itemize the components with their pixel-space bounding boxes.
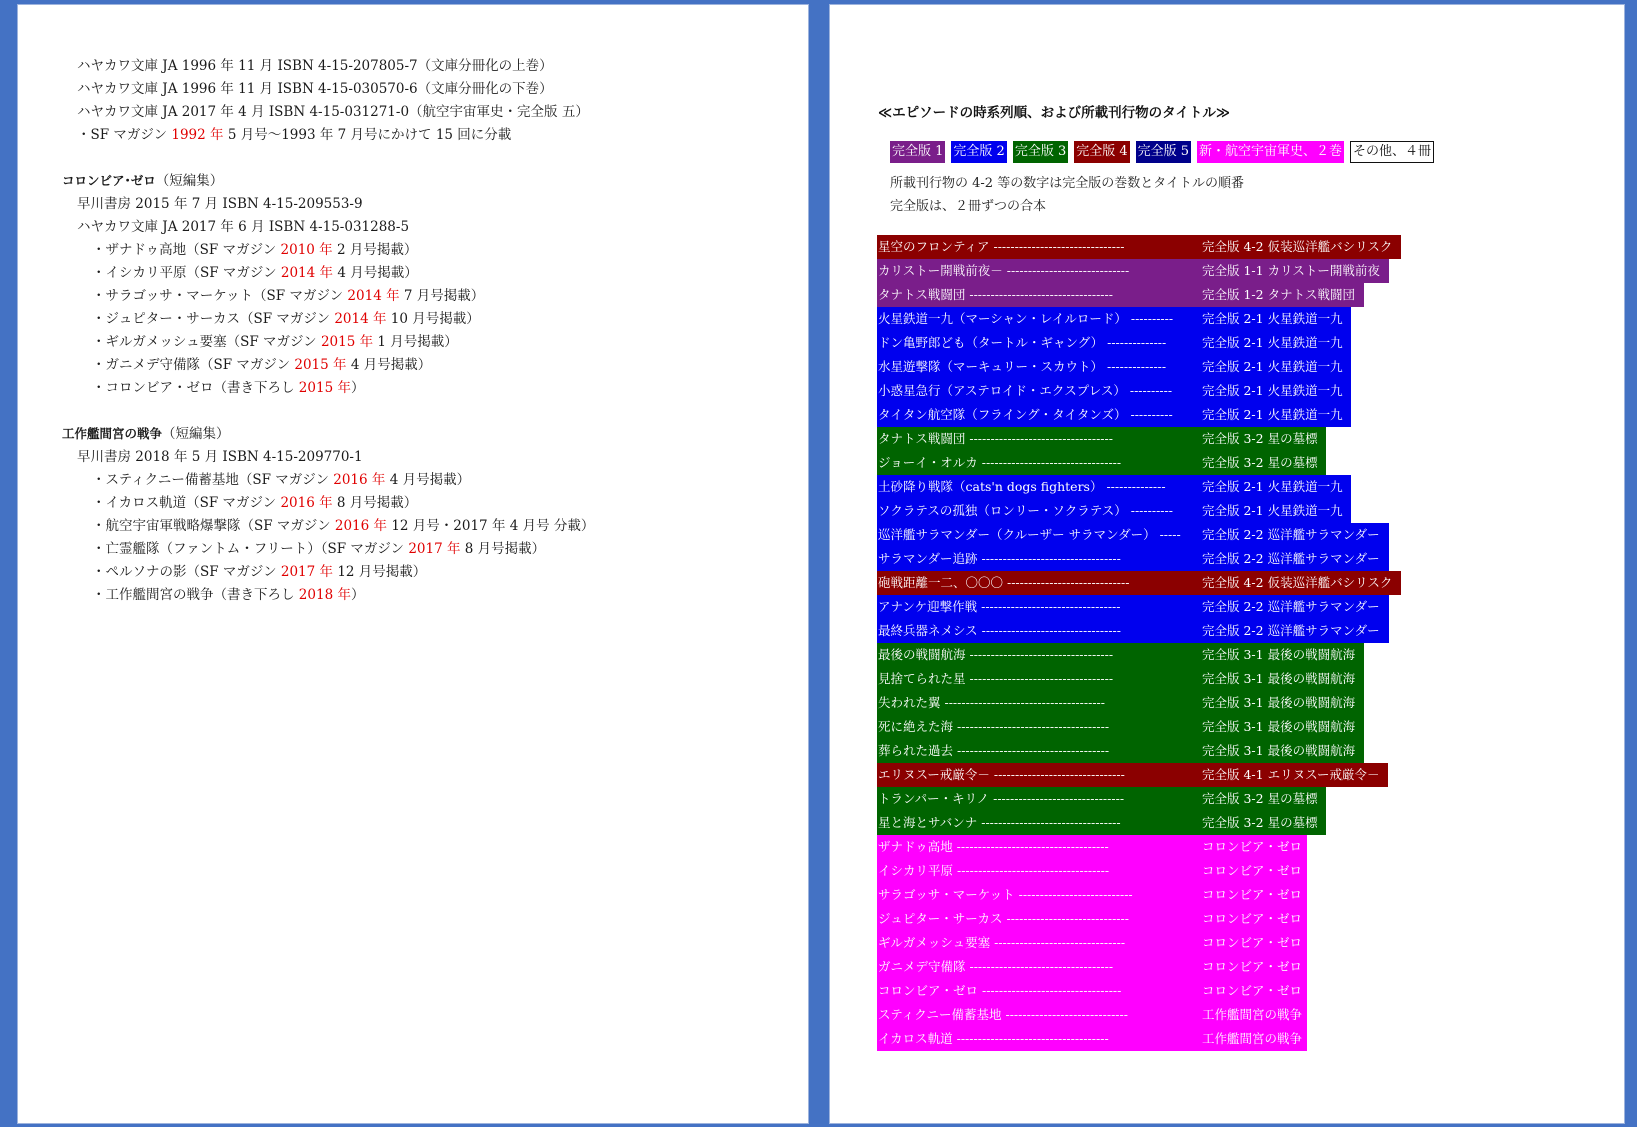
line-text: ・イシカリ平原（SF マガジン [92,265,281,281]
line-text: 12 月号掲載） [333,564,427,580]
bibliography-line [92,586,364,604]
line-text: （短編集） [155,173,224,189]
bibliography-line [77,80,553,98]
dash-leader: ----------------------------- [1002,263,1130,278]
line-text: ・サラゴッサ・マーケット（SF マガジン [92,288,348,304]
line-text: （短編集） [162,426,230,442]
episode-source: 完全版 3-1 最後の戦闘航海 [1202,671,1356,686]
line-text: 早川書房 2018 年 5 月 ISBN 4-15-209770-1 [77,449,363,465]
episode-row [877,403,1351,427]
line-text: ） [350,380,365,396]
dash-leader: ------------------------------------ [953,863,1110,878]
legend-chip: 完全版 3 [1013,141,1068,163]
line-text: 7 月号掲載） [399,288,485,304]
episode-source: 完全版 2-2 巡洋艦サラマンダー [1202,551,1380,566]
episode-title: サラゴッサ・マーケット --------------------------- [878,887,1133,902]
year-highlight: 2017 年 [280,564,334,580]
episode-row [877,547,1389,571]
episode-title: アナンケ迎撃作戦 --------------------------------- [878,599,1121,614]
episode-row [877,715,1364,739]
episode-row [877,955,1307,979]
episode-source: 完全版 1-2 タナトス戦闘団 [1202,287,1355,302]
episode-row [877,1003,1307,1027]
bibliography-line [77,218,409,236]
bibliography-line [77,195,363,213]
episode-source: コロンビア・ゼロ [1202,887,1303,902]
year-highlight: 2014 年 [347,288,400,304]
episode-title: ジュピター・サーカス ----------------------------- [878,911,1129,926]
line-text: 10 月号掲載） [386,311,480,327]
year-highlight: 1992 年 [171,127,224,143]
bibliography-line [92,356,431,374]
episode-row [877,787,1326,811]
episode-source: コロンビア・ゼロ [1202,863,1303,878]
legend-chip: その他、４冊 [1350,141,1434,163]
bibliography-line [77,57,553,75]
episode-source: 工作艦間宮の戦争 [1202,1031,1303,1046]
legend-chip: 完全版 1 [890,141,945,163]
book-title: 工作艦間宮の戦争 [62,426,163,441]
book-title-line [62,425,230,443]
episode-source: 完全版 2-1 火星鉄道一九 [1202,335,1343,350]
document-page-left [17,4,809,1124]
line-text: 早川書房 2015 年 7 月 ISBN 4-15-209553-9 [77,196,363,212]
episode-title: 最終兵器ネメシス --------------------------------- [878,623,1121,638]
episode-source: 完全版 2-2 巡洋艦サラマンダー [1202,527,1380,542]
episode-title: タナトス戦闘団 ---------------------------------- [878,431,1113,446]
dash-leader: --------------------------------- [977,815,1121,830]
dash-leader: --------------------------------- [977,455,1122,470]
dash-leader: ------------------------------- [990,935,1126,950]
line-text: ・ジュピター・サーカス（SF マガジン [92,311,335,327]
episode-row [877,499,1351,523]
episode-source: 完全版 2-1 火星鉄道一九 [1202,383,1343,398]
book-title-line [62,172,223,190]
episode-source: 完全版 4-2 仮装巡洋艦バシリスク [1202,239,1393,254]
year-highlight: 2010 年 [280,242,333,258]
dash-leader: ---------------------------------- [965,431,1113,446]
bibliography-line [92,310,480,328]
episode-row [877,907,1307,931]
episode-title: タナトス戦闘団 ---------------------------------- [878,287,1113,302]
episode-row [877,331,1351,355]
episode-title: 土砂降り戦隊（cats'n dogs fighters） -------------- [878,479,1166,494]
dash-leader: ------------------------------------ [952,1031,1109,1046]
line-text: 4 月号掲載） [346,357,432,373]
dash-leader: ---------- [1126,503,1173,518]
line-text: ・亡霊艦隊（ファントム・フリート）（SF マガジン [92,541,409,557]
episode-title: ギルガメッシュ要塞 ------------------------------- [878,935,1126,950]
episode-title: サラマンダー追跡 --------------------------------- [878,551,1121,566]
line-text: ハヤカワ文庫 JA 2017 年 6 月 ISBN 4-15-031288-5 [77,219,410,235]
episode-source: 完全版 3-1 最後の戦闘航海 [1202,695,1356,710]
dash-leader: ---------------------------------- [965,959,1114,974]
bibliography-line [92,540,545,558]
line-text: 8 月号掲載） [332,495,418,511]
book-title: コロンビア･ゼロ [62,173,156,188]
episode-source: コロンビア・ゼロ [1202,839,1303,854]
episode-row [877,931,1307,955]
dash-leader: --------------------------------- [978,983,1122,998]
dash-leader: --------------------------------- [977,551,1121,566]
episode-title: エリヌスー戒厳令－ ------------------------------- [878,767,1125,782]
bibliography-line [92,563,426,581]
dash-leader: ----------------------------- [1003,575,1130,590]
episode-title: イカロス軌道 ------------------------------------ [878,1031,1109,1046]
line-text: ハヤカワ文庫 JA 1996 年 11 月 ISBN 4-15-030570-6（文庫分冊化の下巻） [77,81,553,97]
episode-title: ザナドゥ高地 ------------------------------------ [878,839,1109,854]
line-text: ） [350,587,365,603]
episode-title: 小惑星急行（アステロイド・エクスプレス） ---------- [878,383,1173,398]
episode-title: 水星遊撃隊（マーキュリー・スカウト） -------------- [878,359,1167,374]
episode-title: 星空のフロンティア ------------------------------- [878,239,1125,254]
episode-row [877,739,1364,763]
episode-source: 完全版 4-2 仮装巡洋艦バシリスク [1202,575,1393,590]
bibliography-line [77,103,589,121]
episode-title: ソクラテスの孤独（ロンリー・ソクラテス） ---------- [878,503,1173,518]
bibliography-line [92,379,364,397]
episode-row [877,979,1307,1003]
episode-title: ガニメデ守備隊 ---------------------------------- [878,959,1114,974]
episode-row [877,1027,1307,1051]
dash-leader: ---------- [1126,407,1173,422]
dash-leader: ------------------------------- [989,767,1125,782]
dash-leader: ------------------------------------ [953,743,1110,758]
line-text: ハヤカワ文庫 JA 1996 年 11 月 ISBN 4-15-207805-7（文庫分冊化の上巻） [77,58,553,74]
dash-leader: ----------------------------- [1001,1007,1128,1022]
episode-source: 完全版 4-1 エリヌスー戒厳令－ [1202,767,1380,782]
bibliography-line [92,471,470,489]
dash-leader: --------------------------------- [977,623,1121,638]
episode-title: スティクニー備蓄基地 ----------------------------- [878,1007,1128,1022]
episode-source: 完全版 2-1 火星鉄道一九 [1202,311,1343,326]
line-text: 5 月号〜1993 年 7 月号にかけて 15 回に分載 [223,127,512,143]
episode-source: 完全版 3-1 最後の戦闘航海 [1202,719,1356,734]
dash-leader: ---------------------------------- [965,671,1114,686]
year-highlight: 2017 年 [408,541,461,557]
episode-row [877,283,1364,307]
bibliography-line [92,333,458,351]
episode-row [877,643,1364,667]
episode-source: コロンビア・ゼロ [1202,959,1303,974]
episode-source: 完全版 2-1 火星鉄道一九 [1202,503,1343,518]
episode-row [877,835,1307,859]
episode-row [877,235,1401,259]
year-highlight: 2015 年 [320,334,374,350]
line-text: ・航空宇宙軍戦略爆撃隊（SF マガジン [92,518,335,534]
episode-source: 完全版 2-2 巡洋艦サラマンダー [1202,623,1380,638]
dash-leader: ----------------------------- [1002,911,1129,926]
episode-title: ジョーイ・オルカ --------------------------------- [878,455,1122,470]
line-text: ・ギルガメッシュ要塞（SF マガジン [92,334,321,350]
dash-leader: -------------------------------------- [940,695,1105,710]
episode-title: 死に絶えた海 ------------------------------------ [878,719,1110,734]
episode-row [877,259,1389,283]
line-text: ・イカロス軌道（SF マガジン [92,495,281,511]
episode-title: トランパー・キリノ ------------------------------- [878,791,1125,806]
episode-row [877,427,1326,451]
year-highlight: 2014 年 [334,311,387,327]
line-text: ・コロンビア・ゼロ（書き下ろし [92,380,299,396]
year-highlight: 2014 年 [280,265,334,281]
episode-title: コロンビア・ゼロ --------------------------------- [878,983,1122,998]
episode-row [877,859,1307,883]
line-text: 4 月号掲載） [385,472,471,488]
dash-leader: -------------- [1103,335,1167,350]
line-text: 12 月号・2017 年 4 月号 分載） [387,518,595,534]
line-text: ・ザナドゥ高地（SF マガジン [92,242,281,258]
line-text: ・ガニメデ守備隊（SF マガジン [92,357,295,373]
legend-note-combined: 完全版は、２冊ずつの合本 [890,199,1047,214]
year-highlight: 2016 年 [333,472,386,488]
line-text: 4 月号掲載） [333,265,418,281]
episode-row [877,619,1389,643]
legend-chip: 新・航空宇宙軍史、２巻 [1197,141,1344,163]
episode-title: 火星鉄道一九（マーシャン・レイルロード） ---------- [878,311,1174,326]
episode-title: ドン亀野郎ども（タートル・ギャング） -------------- [878,335,1167,350]
episode-source: 完全版 3-2 星の墓標 [1202,815,1318,830]
episode-source: コロンビア・ゼロ [1202,935,1303,950]
episode-row [877,571,1401,595]
episode-row [877,691,1364,715]
episode-row [877,307,1351,331]
episode-row [877,763,1388,787]
episode-row [877,475,1351,499]
chronology-heading: ≪エピソードの時系列順、および所載刊行物のタイトル≫ [878,105,1230,121]
episode-title: カリストー開戦前夜－ ----------------------------- [878,263,1130,278]
dash-leader: --------------------------- [1014,887,1133,902]
line-text: ・SF マガジン [77,127,172,143]
line-text: ハヤカワ文庫 JA 2017 年 4 月 ISBN 4-15-031271-0（航空宇宙軍史・完全版 五） [77,104,589,120]
year-highlight: 2018 年 [298,587,351,603]
episode-source: 完全版 2-1 火星鉄道一九 [1202,479,1343,494]
dash-leader: ---------- [1126,311,1174,326]
episode-source: 完全版 3-2 星の墓標 [1202,455,1318,470]
episode-source: コロンビア・ゼロ [1202,983,1303,998]
episode-row [877,523,1389,547]
dash-leader: ------------------------------- [989,791,1125,806]
bibliography-line [92,494,417,512]
episode-row [877,667,1364,691]
episode-title: 葬られた過去 ------------------------------------ [878,743,1110,758]
episode-source: 完全版 3-2 星の墓標 [1202,791,1318,806]
line-text: ・ペルソナの影（SF マガジン [92,564,281,580]
episode-row [877,883,1307,907]
legend-chip: 完全版 5 [1136,141,1191,163]
bibliography-line [92,287,484,305]
legend-chip: 完全版 4 [1074,141,1129,163]
dash-leader: ---------------------------------- [965,287,1113,302]
episode-title: 巡洋艦サラマンダー（クルーザー サラマンダー） ----- [878,527,1181,542]
dash-leader: ------------------------------- [989,239,1125,254]
dash-leader: ------------------------------------ [952,839,1109,854]
year-highlight: 2015 年 [294,357,347,373]
dash-leader: ---------------------------------- [965,647,1114,662]
dash-leader: ----- [1155,527,1181,542]
episode-title: 見捨てられた星 ---------------------------------- [878,671,1114,686]
episode-title: 最後の戦闘航海 ---------------------------------- [878,647,1114,662]
line-text: ・工作艦間宮の戦争（書き下ろし [92,587,299,603]
document-page-right [829,4,1625,1124]
line-text: 1 月号掲載） [373,334,458,350]
bibliography-line [92,517,594,535]
episode-row [877,379,1351,403]
bibliography-line [77,126,511,144]
episode-title: タイタン航空隊（フライング・タイタンズ） ---------- [878,407,1173,422]
legend-chip: 完全版 2 [951,141,1006,163]
year-highlight: 2016 年 [334,518,388,534]
episode-row [877,355,1351,379]
line-text: 8 月号掲載） [460,541,546,557]
line-text: ・スティクニー備蓄基地（SF マガジン [92,472,334,488]
dash-leader: ------------------------------------ [953,719,1110,734]
episode-source: 完全版 3-2 星の墓標 [1202,431,1318,446]
year-highlight: 2016 年 [280,495,333,511]
episode-title: 砲戦距離一二、〇〇〇 ----------------------------- [878,575,1130,590]
dash-leader: --------------------------------- [977,599,1121,614]
episode-source: 完全版 2-2 巡洋艦サラマンダー [1202,599,1380,614]
year-highlight: 2015 年 [298,380,351,396]
color-legend [890,141,1434,163]
episode-source: 工作艦間宮の戦争 [1202,1007,1303,1022]
line-text: 2 月号掲載） [332,242,418,258]
dash-leader: -------------- [1102,479,1166,494]
dash-leader: ---------- [1125,383,1173,398]
episode-source: 完全版 2-1 火星鉄道一九 [1202,359,1343,374]
episode-source: 完全版 1-1 カリストー開戦前夜 [1202,263,1380,278]
legend-note-numbering: 所載刊行物の 4-2 等の数字は完全版の巻数とタイトルの順番 [890,176,1244,191]
episode-source: 完全版 2-1 火星鉄道一九 [1202,407,1343,422]
dash-leader: -------------- [1103,359,1167,374]
episode-title: 失われた翼 -------------------------------------- [878,695,1105,710]
episode-title: イシカリ平原 ------------------------------------ [878,863,1110,878]
bibliography-line [92,264,418,282]
bibliography-line [77,448,363,466]
episode-source: 完全版 3-1 最後の戦闘航海 [1202,647,1356,662]
bibliography-line [92,241,417,259]
episode-source: コロンビア・ゼロ [1202,911,1303,926]
episode-title: 星と海とサバンナ --------------------------------- [878,815,1121,830]
episode-source: 完全版 3-1 最後の戦闘航海 [1202,743,1356,758]
episode-row [877,595,1389,619]
episode-row [877,451,1326,475]
episode-row [877,811,1326,835]
